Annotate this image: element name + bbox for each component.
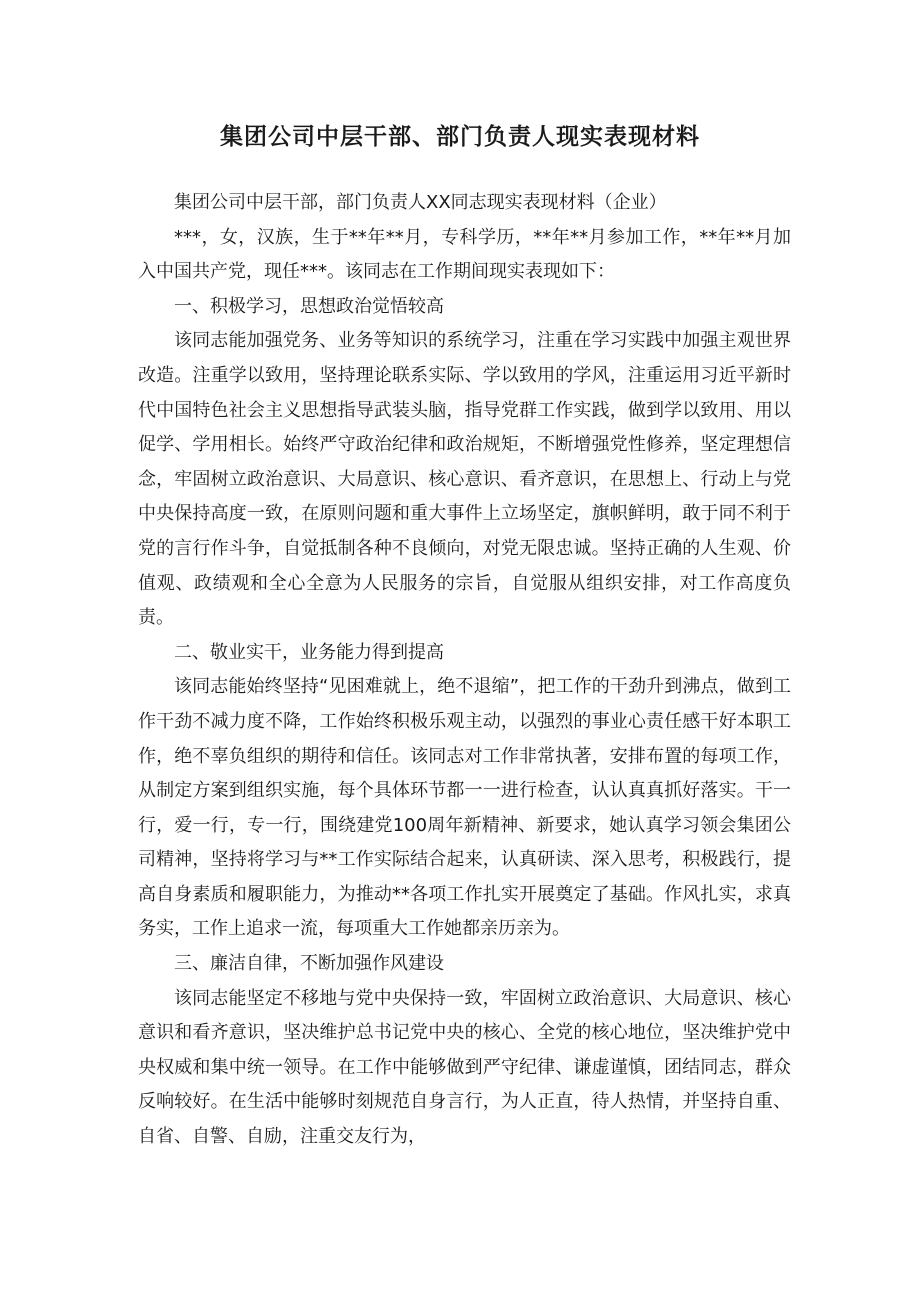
section-heading-3: 三、廉洁自律，不断加强作风建设: [174, 953, 444, 975]
subtitle-paragraph: 集团公司中层干部，部门负责人XX同志现实表现材料（企业）: [174, 192, 667, 213]
document-body: [138, 186, 791, 1155]
personal-info-paragraph: ***，女，汉族，生于**年**月，专科学历，**年**月参加工作，**年**月加入中国共产党，现任***。该同志在工作期间现实表现如下：: [138, 226, 791, 283]
section-body-2: 该同志能始终坚持“见困难就上，绝不退缩”，把工作的干劲升到沸点，做到工作干劲不减力度不降，工作始终积极乐观主动，以强烈的事业心责任感干好本职工作，绝不辜负组织的期待和信任。该同志对工作非常执著，安排布置的每项工作，从制定方案到组织实施，每个具体环节都一一进行检查，认认真真抓好落实。干一行，爱一行，专一行，围绕建党100周年新精神、新要求，她认真学习领会集团公司精神，坚持将学习与**工作实际结合起来，认真研读、深入思考，积极践行，提高自身素质和履职能力，为推动**各项工作扎实开展奠定了基础。作风扎实，求真务实，工作上追求一流，每项重大工作她都亲历亲为。: [138, 676, 791, 940]
document-title: 集团公司中层干部、部门负责人现实表现材料: [220, 124, 700, 150]
section-heading-2: 二、敬业实干，业务能力得到提高: [174, 641, 444, 663]
section-body-1: 该同志能加强党务、业务等知识的系统学习，注重在学习实践中加强主观世界改造。注重学以致用，坚持理论联系实际、学以致用的学风，注重运用习近平新时代中国特色社会主义思想指导武装头脑，指导党群工作实践，做到学以致用、用以促学、学用相长。始终严守政治纪律和政治规矩，不断增强党性修养，坚定理想信念，牢固树立政治意识、大局意识、核心意识、看齐意识，在思想上、行动上与党中央保持高度一致，在原则问题和重大事件上立场坚定，旗帜鲜明，敢于同不利于党的言行作斗争，自觉抵制各种不良倾向，对党无限忠诚。坚持正确的人生观、价值观、政绩观和全心全意为人民服务的宗旨，自觉服从组织安排，对工作高度负责。: [138, 330, 791, 629]
section-heading-1: 一、积极学习，思想政治觉悟较高: [174, 295, 444, 317]
section-body-3: 该同志能坚定不移地与党中央保持一致，牢固树立政治意识、大局意识、核心意识和看齐意识，坚决维护总书记党中央的核心、全党的核心地位，坚决维护党中央权威和集中统一领导。在工作中能够做到严守纪律、谦虚谨慎，团结同志，群众反响较好。在生活中能够时刻规范自身言行，为人正直，待人热情，并坚持自重、自省、自警、自励，注重交友行为，: [138, 987, 791, 1148]
